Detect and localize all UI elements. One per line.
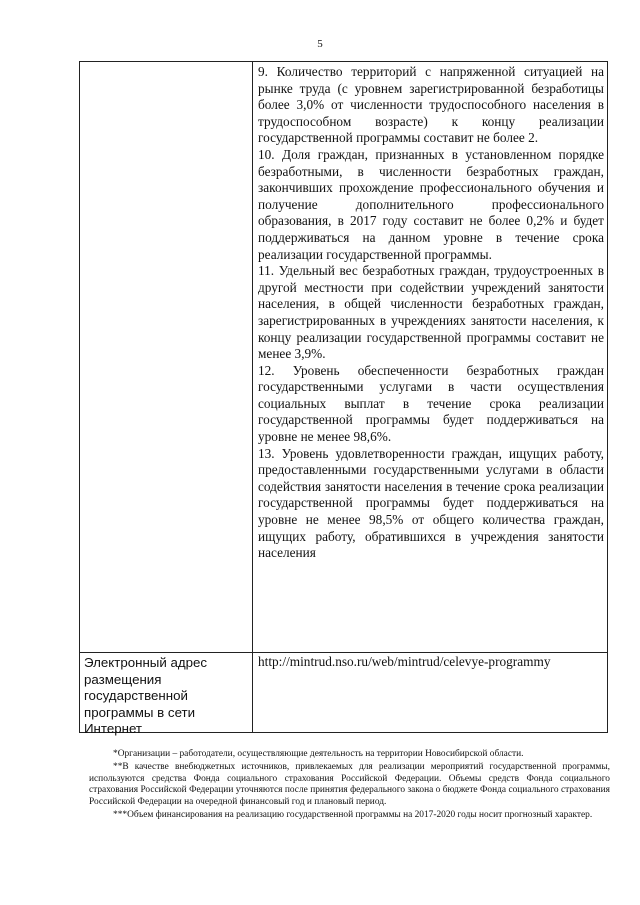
indicator-9: 9. Количество территорий с напряженной ситуацией на рынке труда (с уровнем зарегистрированной безработицы более 3,0% от численности трудоспособного населения в трудоспособном возрасте) к концу реализации государственной программы составит не более 2.: [258, 64, 604, 146]
indicator-12: 12. Уровень обеспеченности безработных граждан государственными услугами в части осуществления социальных выплат в течение срока реализации государственной программы будет поддерживаться на уровне не менее 98,6%.: [258, 362, 604, 445]
indicator-10: 10. Доля граждан, признанных в установленном порядке безработными, в численности безработных граждан, закончивших прохождение профессионального обучения и получение дополнительного профессионального образования, в 2017 году составит не более 0,2% и будет поддерживаться на данном уровне в течение срока реализации государственной программы.: [258, 146, 604, 262]
web-address-link[interactable]: http://mintrud.nso.ru/web/mintrud/celevye-programmy: [258, 654, 551, 669]
footnote-1: *Организации – работодатели, осуществляющие деятельность на территории Новосибирской области.: [113, 749, 524, 759]
row-divider: [80, 652, 607, 653]
column-divider: [252, 62, 253, 732]
indicator-11: 11. Удельный вес безработных граждан, трудоустроенных в другой местности при содействии учреждений занятости населения, в общей численности безработных граждан, зарегистрированных в учреждениях занятости населения, к концу реализации государственной программы составит не менее 3,9%.: [258, 263, 604, 362]
web-address-label: Электронный адрес размещения государственной программы в сети Интернет: [84, 655, 208, 737]
target-indicators-cell: [258, 64, 604, 562]
indicator-13: 13. Уровень удовлетворенности граждан, ищущих работу, предоставленными государственными услугами в области содействия занятости населения в течение срока реализации государственной программы будет поддерживаться на уровне не менее 98,5% от общего количества граждан, ищущих работу, обратившихся в учреждения занятости населения: [258, 445, 604, 561]
footnote-3: ***Объем финансирования на реализацию государственной программы на 2017-2020 годы носит прогнозный характер.: [113, 810, 593, 821]
footnotes: [89, 749, 610, 823]
page-number: 5: [317, 38, 323, 50]
program-passport-table: [79, 61, 608, 737]
footnote-2: **В качестве внебюджетных источников, привлекаемых для реализации мероприятий государственной программы, используются средства Фонда социального страхования Российской Федерации. Объемы средств Фонда социального страхования Российской Федерации уточняются после принятия федерального закона о бюджете Фонда социального страхования Российской Федерации на очередной финансовый год и плановый период.: [89, 762, 610, 807]
